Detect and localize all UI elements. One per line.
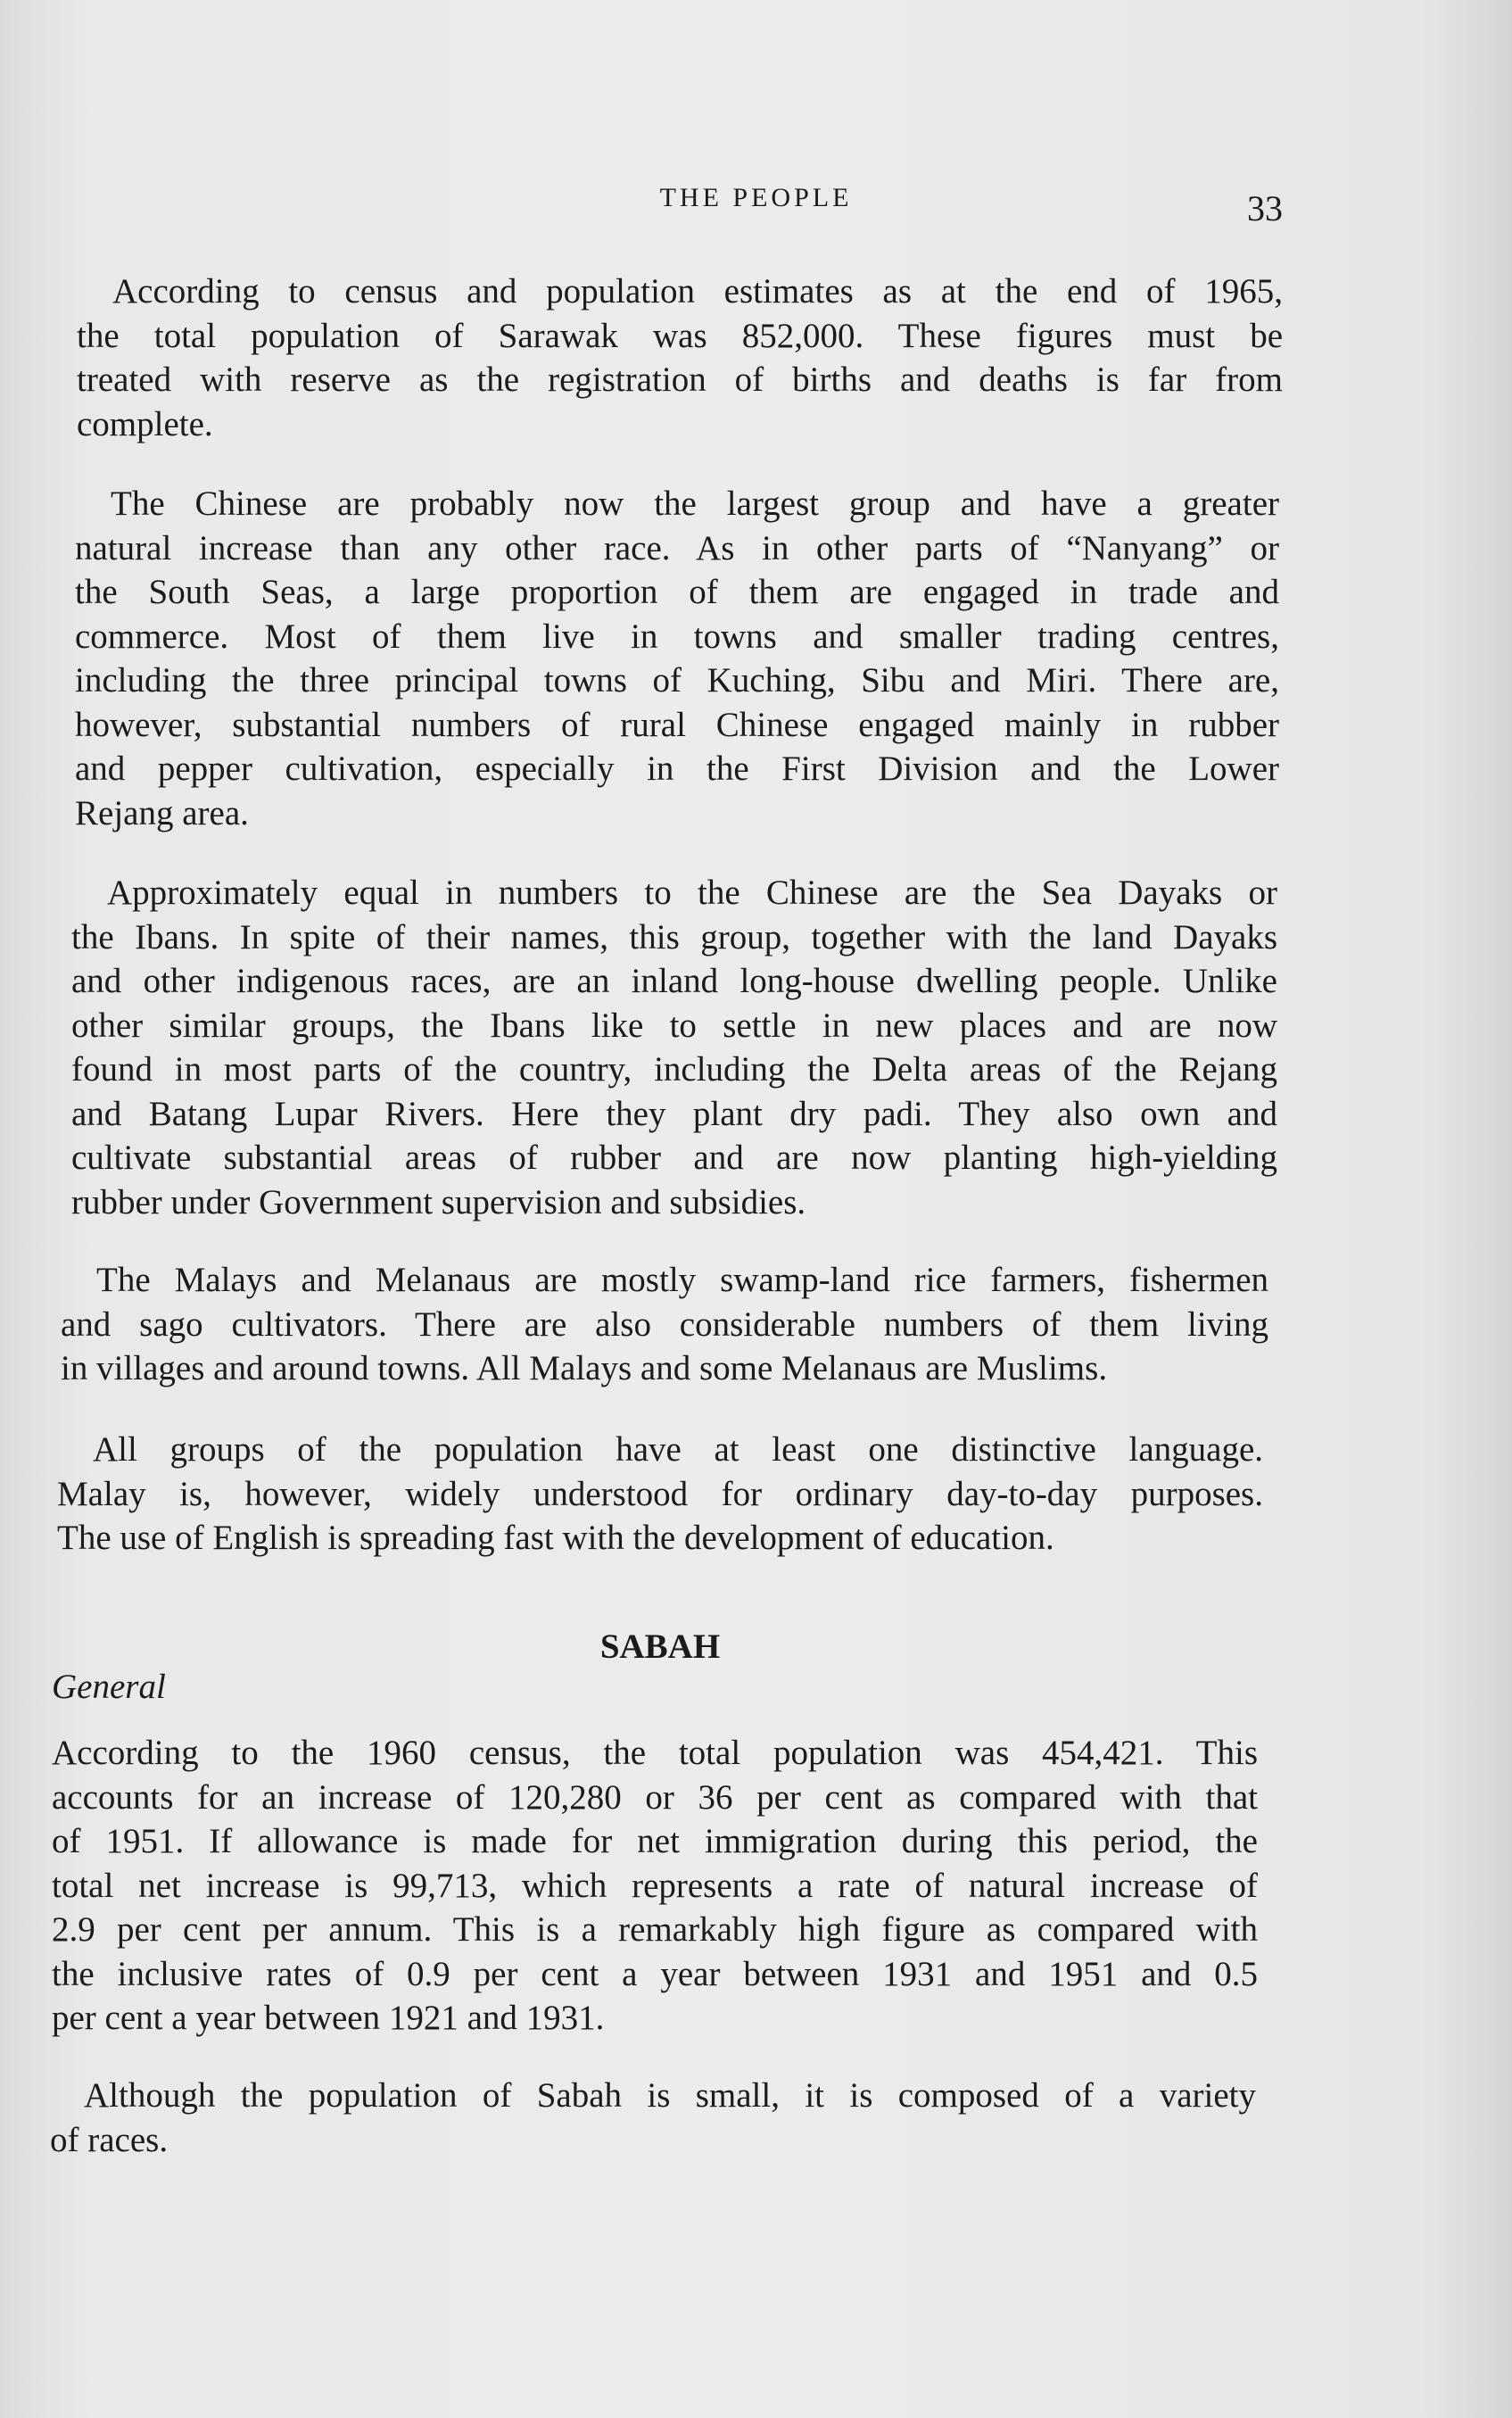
text-line: total net increase is 99,713, which represents a rate of natural increase of bbox=[52, 1866, 1258, 1905]
text-line: Although the population of Sabah is small, it is composed of a variety bbox=[84, 2076, 1256, 2115]
text-line: and sago cultivators. There are also considerable numbers of them living bbox=[61, 1304, 1268, 1344]
text-line: According to census and population estimates as at the end of 1965, bbox=[112, 272, 1283, 311]
paragraph bbox=[52, 1731, 1258, 2041]
text-line: complete. bbox=[77, 404, 213, 443]
paragraph bbox=[61, 1258, 1268, 1391]
text-line: Rejang area. bbox=[75, 793, 249, 832]
text-line: According to the 1960 census, the total population was 454,421. This bbox=[52, 1734, 1258, 1772]
text-line: and Batang Lupar Rivers. Here they plant dry padi. They also own and bbox=[71, 1094, 1277, 1133]
paragraph bbox=[57, 1428, 1263, 1561]
text-line: natural increase than any other race. As in other parts of “Nanyang” or bbox=[75, 528, 1279, 567]
text-line: The Malays and Melanaus are mostly swamp-land rice farmers, fishermen bbox=[96, 1261, 1268, 1299]
running-title: THE PEOPLE bbox=[659, 183, 853, 212]
paragraph bbox=[77, 269, 1283, 446]
subheading-general: General bbox=[52, 1668, 166, 1706]
text-line: All groups of the population have at least one distinctive language. bbox=[93, 1430, 1263, 1469]
text-line: found in most parts of the country, including the Delta areas of the Rejang bbox=[71, 1050, 1277, 1089]
paragraph bbox=[71, 871, 1277, 1224]
text-line: however, substantial numbers of rural Chinese engaged mainly in rubber bbox=[75, 705, 1279, 744]
text-line: other similar groups, the Ibans like to settle in new places and are now bbox=[71, 1006, 1277, 1045]
text-line: accounts for an increase of 120,280 or 36 per cent as compared with that bbox=[52, 1777, 1258, 1817]
paragraph bbox=[75, 482, 1279, 835]
text-line: the Ibans. In spite of their names, this group, together with the land Dayaks bbox=[71, 917, 1277, 956]
text-line: the total population of Sarawak was 852,000. These figures must be bbox=[77, 316, 1283, 355]
text-line: the inclusive rates of 0.9 per cent a year between 1931 and 1951 and 0.5 bbox=[52, 1954, 1258, 1993]
text-line: treated with reserve as the registration of births and deaths is far from bbox=[77, 360, 1283, 399]
paragraph bbox=[50, 2074, 1256, 2162]
text-line: rubber under Government supervision and subsidies. bbox=[71, 1182, 806, 1221]
section-heading-sabah: SABAH bbox=[599, 1627, 721, 1666]
text-line: cultivate substantial areas of rubber and are now planting high-yielding bbox=[71, 1139, 1277, 1177]
text-line: in villages and around towns. All Malays and some Melanaus are Muslims. bbox=[61, 1349, 1108, 1387]
text-line: and pepper cultivation, especially in the First Division and the Lower bbox=[75, 749, 1279, 788]
text-line: including the three principal towns of Kuching, Sibu and Miri. There are, bbox=[75, 661, 1279, 700]
text-line: per cent a year between 1921 and 1931. bbox=[52, 1999, 605, 2037]
text-line: The Chinese are probably now the largest group and have a greater bbox=[111, 484, 1279, 523]
text-line: commerce. Most of them live in towns and smaller trading centres, bbox=[75, 617, 1279, 656]
text-line: of races. bbox=[50, 2120, 169, 2159]
page-number: 33 bbox=[1247, 188, 1283, 228]
text-line: 2.9 per cent per annum. This is a remarkably high figure as compared with bbox=[52, 1910, 1258, 1949]
text-line: The use of English is spreading fast with the development of education. bbox=[57, 1519, 1054, 1557]
text-line: and other indigenous races, are an inland long-house dwelling people. Unlike bbox=[71, 962, 1277, 1000]
text-line: of 1951. If allowance is made for net immigration during this period, the bbox=[52, 1822, 1258, 1860]
text-line: Malay is, however, widely understood for ordinary day-to-day purposes. bbox=[57, 1474, 1263, 1513]
text-line: the South Seas, a large proportion of them are engaged in trade and bbox=[75, 573, 1279, 611]
text-line: Approximately equal in numbers to the Chinese are the Sea Dayaks or bbox=[107, 874, 1277, 912]
